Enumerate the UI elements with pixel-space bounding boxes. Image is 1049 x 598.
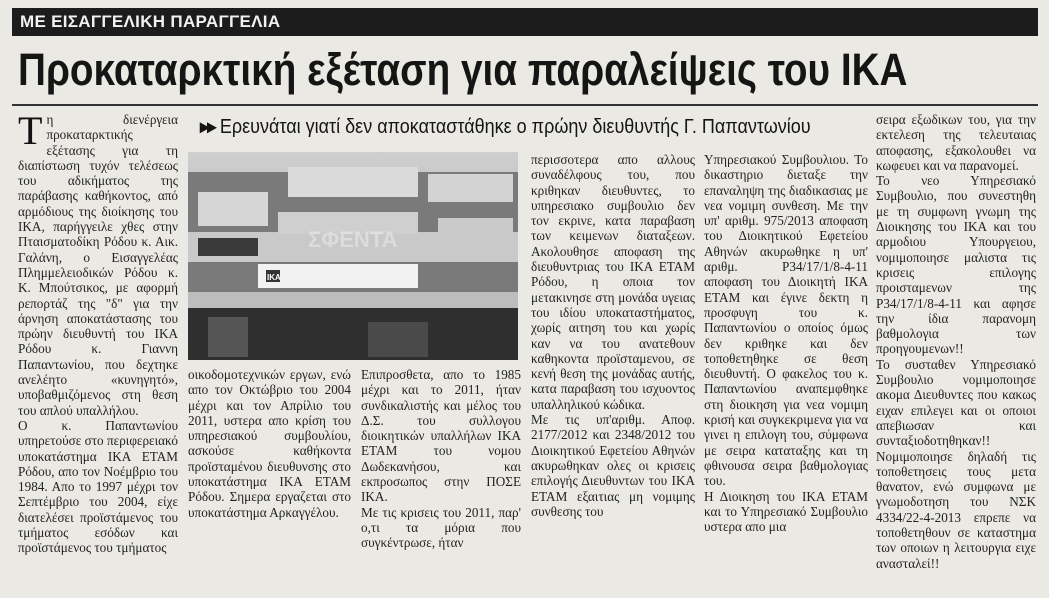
article-column-4: περισσοτερα απο αλλους συναδέλφους του, που κριθηκαν διευθυντες, το υπηρεσιακο συμβουλιο δεν τον εκρινε, κατα παραβαση των κειμενων διαταξεων. Ακολουθησε αποφαση της διευθυντριας του ΙΚΑ ΕΤΑΜ Ρόδου, η οποια τον μετακινησε στη μονάδα υγειας του ιδίου υποκαταστήματος, χωρίς αιτηση του και χωρίς καν να του ανατεθουν καθηκοντα προϊσταμενου, σε κενή θεση της μονάδας αυτής, κατα παραβαση του ισχυοντος υπαλληλικού κώδικα. Με τις υπ'αριθμ. Αποφ. 2177/2012 και 2348/2012 του Διοικητικού Εφετείου Αθηνών ακυρωθηκαν ολες οι κρισεις επιλογής Διευθυντων του ΙΚΑ ΕΤΑΜ εξαιτιας μη νομιμης συνθεσης του <box>531 152 695 519</box>
headline: Προκαταρκτική εξέταση για παραλείψεις του ΙΚΑ <box>18 44 908 95</box>
section-kicker: ΜΕ ΕΙΣΑΓΓΕΛΙΚΗ ΠΑΡΑΓΓΕΛΙΑ <box>12 8 1038 36</box>
article-column-1 <box>18 112 178 598</box>
article-column-2: οικοδομοτεχνικών εργων, ενώ απο τον Οκτώβριο του 2004 μέχρι και τον Απρίλιο του 2011, υστερα απο κρίση του υπηρεσιακού συμβουλίου, ασκούσε καθήκοντα προϊσταμένου διευθυνσης στο υποκατάστημα ΙΚΑ ΕΤΑΜ Ρόδου. Σημερα εργαζεται στο υποκατάστημα Αρκαγγέλου. <box>188 367 351 520</box>
building-illustration <box>188 152 518 360</box>
article-column-6: σειρα εξωδικων του, για την εκτελεση της τελευταιας αποφασης, εξακολουθει να κωφευει και να παρανομεί. Το νεο Υπηρεσιακό Συμβουλιο, που συνεστηθη με τη συμφωνη γνωμη της Διοικησης του ΙΚΑ και του αρμοδιου Υπουργειου, νομιμοποιησε μαλιστα τις κρισεις επιλογης προισταμενων της Ρ34/17/1/8-4-11 και αφησε την ίδια παρανομη βαθμολογια των προηγουμενων!! Το συσταθεν Υπηρεσιακό Συμβουλιο νομιμοποιησε ακομα Διευθυντες που κακως ειχαν επιλεγει και οι οποιοι απεβιωσαν και συνταξιοδοτηθηκαν!! Νομιμοποιησε δηλαδή τις τοποθετησεις τους μετα θανατον, ενώ συμφωνα με γνωμοδοτηση του ΝΣΚ 4334/22-4-2013 επρεπε να τοποθετηθουν σε καταστημα των οποιων η λειτουργια ειχε ανασταλεί!! <box>876 112 1036 571</box>
subheadline-text: Ερευνάται γιατί δεν αποκαταστάθηκε ο πρώην διευθυντής Γ. Παπαντωνίου <box>219 116 811 138</box>
headline-rule <box>12 104 1038 106</box>
drop-cap: Τ <box>18 112 43 153</box>
article-column-5: Υπηρεσιακού Συμβουλιου. Το δικαστηριο διεταξε την επαναληψη της διαδικασιας με νεα νομιμη συνθεση. Με την υπ' αριθμ. 975/2013 αποφαση του Διοικητικού Εφετείου Αθηνών ακυρωθηκε η υπ' αριθμ. Ρ34/17/1/8-4-11 αποφαση του Διοικητή ΙΚΑ ΕΤΑΜ και έγινε δεκτη η προσφυγη του κ. Παπαντωνίου ο οποίος όμως δεν κριθηκε και δεν τοποθετηθηκε σε θεση διευθυντή. Ο φακελος του κ. Παπαντωνίου αναπεμφθηκε στη διοικηση για νεα νομιμη κρισή και συγκεκριμενα για να γινει η επιλογη του, σύμφωνα με σειρα καταταξης και τη φθινουσα σειρα βαθμολογιας του. Η Διοικηση του ΙΚΑ ΕΤΑΜ και το Υπηρεσιακό Συμβουλιο υστερα απο μια <box>704 152 868 535</box>
double-arrow-icon: ▸▸ <box>200 116 215 138</box>
photo-watermark: ΣΦΕΝΤΑ <box>308 227 398 252</box>
ika-sign: ΙΚΑ <box>267 273 281 282</box>
subheadline <box>200 114 811 140</box>
column-1-text: η διενέργεια προκαταρκτικής εξέτασης για τη διαπίστωση τυχόν τελέσεως του αδικήματος της παράβασης καθήκοντος, από αρμόδιους της διοίκησης του ΙΚΑ, παρήγγειλε χθες στην Πταισματοδίκη Ρόδου κ. Αικ. Γαλάνη, ο Εισαγγελέας Πλημμελειοδικών Ρόδου κ. Κ. Μπούτσικος, με αφορμή ρεπορτάζ της "δ" για την άρνηση αποκατάστασης του πρώην διευθυντή του ΙΚΑ Ρόδου κ. Γιαννη Παπαντωνίου, που δεχτηκε ανελέητο «κυνηγητό», υποβαθμιζόμενος στη θεση του απλού υπαλλήλου. Ο κ. Παπαντωνίου υπηρετούσε στο περιφερειακό υποκατάστημα ΙΚΑ ΕΤΑΜ Ρόδου, απο τον Νοέμβριο του 1984. Απο το 1997 μέχρι τον Σεπτέμβριο του 2004, είχε διατελέσει προϊστάμενος του τμήματος εσόδων και προϊστάμενος του τμήματος <box>18 112 178 556</box>
building-photo <box>188 152 518 360</box>
article-column-3: Επιπροσθετα, απο το 1985 μέχρι και το 2011, ήταν συνδικαλιστής και μέλος του Δ.Σ. του συλλογου διοικητικών υπαλλήλων ΙΚΑ ΕΤΑΜ του νομου Δωδεκανήσου, και εκπροσωπος στην ΠΟΣΕ ΙΚΑ. Με τις κρισεις του 2011, παρ' ο,τι τα μόρια που συγκέντρωσε, ήταν <box>361 367 521 551</box>
